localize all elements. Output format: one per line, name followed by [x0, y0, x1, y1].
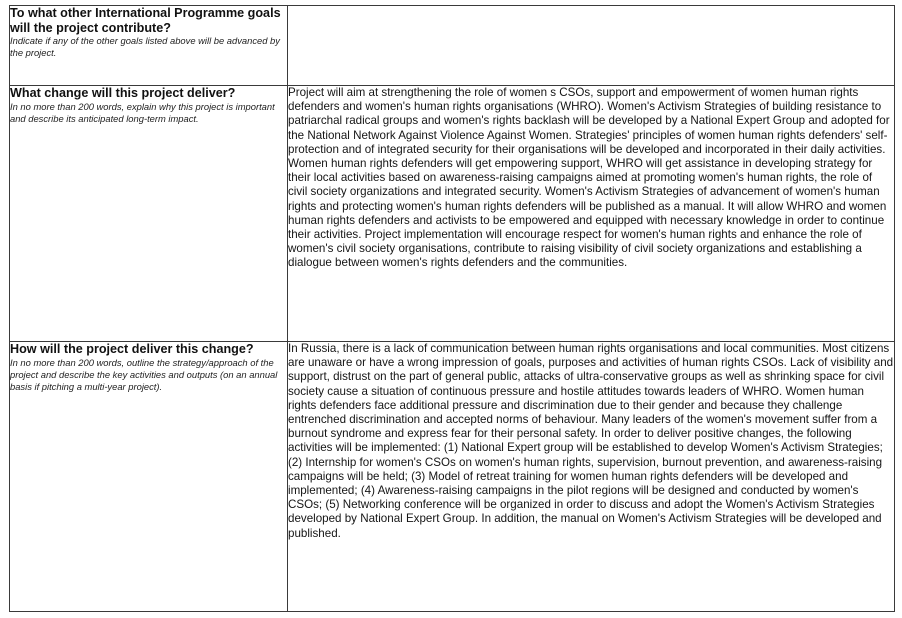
answer-cell: [288, 342, 895, 612]
question-cell: [10, 86, 288, 342]
table-row-delivery: [10, 342, 895, 612]
table-row-other-goals: [10, 6, 895, 86]
question-help-text: In no more than 200 words, outline the strategy/approach of the project and describe the key activities and outputs (on an annual basis if pitching a multi-year project).: [10, 356, 278, 392]
question-title: How will the project deliver this change?: [10, 342, 254, 356]
answer-cell: [288, 86, 895, 342]
answer-text: In Russia, there is a lack of communication between human rights organisations and local communities. Most citizens are unaware or have a wrong impression of goals, purposes and activities of human rights CSOs. Lack of visibility and support, distrust on the part of general public, attacks of ultra-conservative groups as well as shrinking space for civil society cause a situation of continuous pressure and hostile attitudes towards leaders of WHRO. Women human rights defenders face additional pressure and discrimination due to their gender and because they challenge entrenched discrimination and accepted norms of behaviour. Many leaders of the women's movement suffer from a burnout syndrome and express fear for their personal safety. In order to deliver positive changes, the following activities will be implemented: (1) National Expert group will be established to develop Women's Activism Strategies; (2) Internship for women's CSOs on women's human rights, supervision, burnout prevention, and awareness-raising campaigns will be held; (3) Model of retreat training for women human rights defenders will be developed and implemented; (4) Awareness-raising campaigns in the pilot regions will be designed and conducted by women's CSOs; (5) Networking conference will be organized in order to discuss and adopt the Women's Activism Strategies developed by National Expert Group. In addition, the manual on Women's Activism Strategies will be developed and published.: [288, 342, 894, 540]
question-cell: [10, 342, 288, 612]
question-title: To what other International Programme goals will the project contribute?: [10, 6, 281, 35]
question-help-text: Indicate if any of the other goals listed above will be advanced by the project.: [10, 35, 280, 59]
proposal-form-table: [9, 5, 895, 612]
question-cell: [10, 6, 288, 86]
question-title: What change will this project deliver?: [10, 86, 236, 100]
answer-text: Project will aim at strengthening the role of women s CSOs, support and empowerment of women human rights defenders and women's human rights organisations (WHRO). Women's Activism Strategies of building resistance to patriarchal radical groups and women's rights backlash will be developed by a National Expert Group and adopted for the National Network Against Violence Against Women. Strategies' principles of women human rights defenders' self-protection and of integrated security for their organisations will be developed and incorporated in their daily activities. Women human rights defenders will get empowering support, WHRO will get assistance in developing strategy for their local activities based on awareness-raising campaigns aimed at promoting women's human rights, the role of civil society organizations and integrated security. Women's Activism Strategies of advancement of women's human rights and protecting women's human rights defenders will be published as a manual. It will allow WHRO and women human rights defenders and activists to be empowered and equipped with necessary knowledge in order to continue their activities. Project implementation will encourage respect for women's human rights and enhance the role of women's civil society organisations, contribute to raising visibility of civil society organizations and establishing a dialogue between women's rights defenders and the communities.: [288, 86, 890, 270]
question-help-text: In no more than 200 words, explain why this project is important and describe its anticipated long-term impact.: [10, 100, 275, 124]
table-row-change: [10, 86, 895, 342]
answer-cell-empty: [288, 6, 895, 86]
